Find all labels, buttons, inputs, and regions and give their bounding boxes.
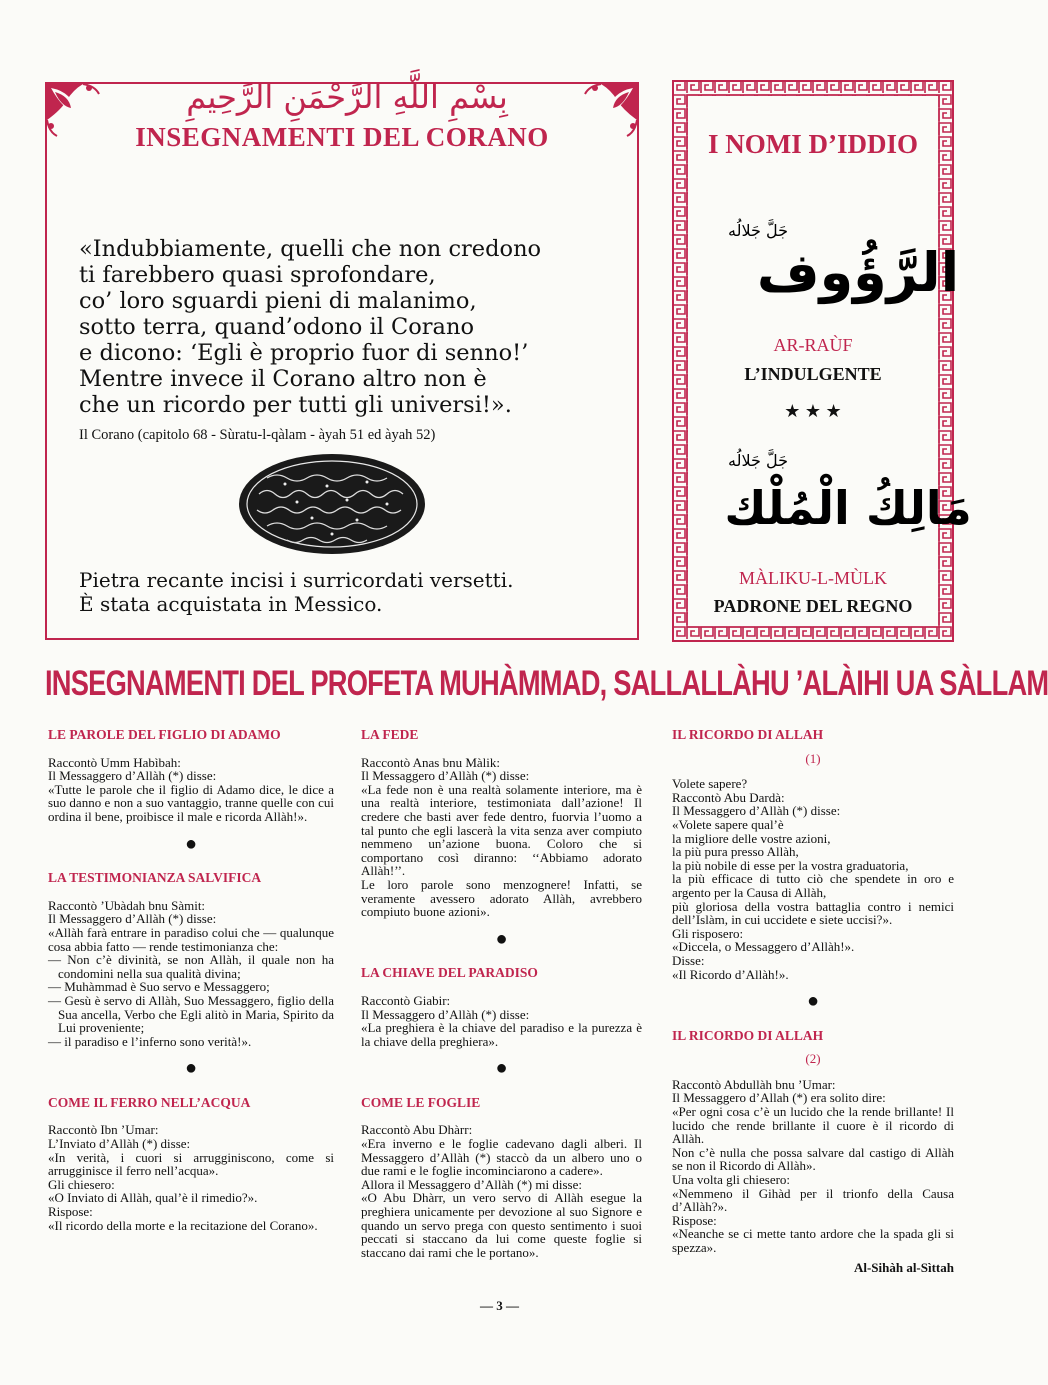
text-line: la più efficace di tutto ciò che spendete in oro e argento per la Causa di Allàh,	[672, 871, 954, 900]
names-title: I NOMI D’IDDIO	[707, 129, 918, 159]
hadith-text: «La preghiera è la chiave del paradiso e la purezza è la chiave della preghiera».	[361, 1020, 642, 1049]
text-line: Non c’è nulla che possa salvare dal castigo di Allàh se non il Ricordo di Allàh».	[672, 1144, 954, 1174]
section-heading: LA TESTIMONIANZA SALVIFICA	[48, 870, 262, 886]
basmala: بِسْمِ اللَّهِ الرَّحْمَنِ الرَّحِيمِ	[186, 78, 508, 116]
column-3	[672, 728, 954, 1274]
name1-transliteration: AR-RAÙF	[773, 335, 853, 355]
verse-line: sotto terra, quand’odono il Corano	[79, 314, 475, 340]
hadith-text: «O Abu Dhàrr, un vero servo di Allàh esegue la preghiera unicamente per devozione al suo Signore e quando un servo prega con questo sentimento i suoi peccati si staccano da lui come queste foglie si staccano dai rami che le portano».	[361, 1190, 642, 1260]
quran-verse	[79, 236, 619, 418]
text-line: «Neanche se ci mette tanto ardore che la spada gli si spezza».	[672, 1226, 954, 1255]
text-line: «Il Ricordo d’Allàh!».	[672, 966, 789, 982]
stone-caption	[79, 568, 513, 616]
hadith-text: «Era inverno e le foglie cadevano dagli alberi. Il Messaggero d’Allàh (*) staccò da un albero uno o due rami e le foglie incominciarono a cadere».	[361, 1136, 642, 1179]
section-heading: LA FEDE	[361, 727, 419, 742]
narrator-line: Raccontò Umm Habìbah:	[48, 754, 181, 770]
text-line: Gli risposero:	[672, 925, 744, 941]
bullet-separator: ●	[184, 832, 198, 855]
narrator-line: Raccontò Abdullàh bnu ’Umar:	[672, 1076, 836, 1092]
text-line: Il Messaggero d’Allah (*) era solito dire:	[672, 1090, 886, 1106]
hadith-section-title: INSEGNAMENTI DEL PROFETA MUHÀMMAD, SALLALLÀHU ’ALÀIHI UA SÀLLAM	[45, 664, 1048, 703]
narrator-line: Raccontò Anas bnu Màlik:	[361, 754, 501, 770]
narrator-line: Raccontò Ibn ’Umar:	[48, 1122, 159, 1138]
section-heading: COME IL FERRO NELL’ACQUA	[48, 1094, 251, 1110]
bullet-separator: ●	[495, 1057, 508, 1080]
text-line: «Il ricordo della morte e la recitazione del Corano».	[48, 1217, 318, 1233]
verse-line: e dicono: ‘Egli è proprio fuor di senno!’	[79, 340, 529, 366]
narrator-line: Raccontò Abu Dardà:	[672, 789, 785, 805]
section-number: (1)	[805, 750, 821, 766]
column-2	[361, 728, 642, 1259]
page-number: — 3 —	[480, 1298, 519, 1313]
section-number: (2)	[805, 1051, 821, 1067]
names-of-god-box	[672, 80, 972, 642]
bullet-separator: ●	[184, 1057, 198, 1080]
text-line: «Per ogni cosa c’è un lucido che la rende brillante! Il lucido che rende brillante il cuore è il ricordo di Allàh.	[672, 1104, 954, 1147]
text-line: Gli chiesero:	[48, 1176, 115, 1192]
text-line: Disse:	[672, 952, 705, 968]
names-panel	[688, 96, 972, 626]
text-line: Una volta gli chiesero:	[672, 1172, 791, 1188]
bullet-separator: ●	[806, 990, 820, 1013]
text-line: Rispose:	[48, 1204, 93, 1220]
calligraphy-ar-rauf	[718, 206, 960, 316]
verse-reference: Il Corano (capitolo 68 - Sùratu-l-qàlam - àyah 51 ed àyah 52)	[79, 427, 436, 443]
text-line: Il Messaggero d’Allàh (*) disse:	[361, 1006, 530, 1022]
name2-meaning: PADRONE DEL REGNO	[713, 596, 913, 616]
text-line: la migliore delle vostre azioni,	[672, 830, 831, 846]
hadith-text: «In verità, i cuori si arrugginiscono, come si arrugginisce il ferro nell’acqua».	[48, 1149, 334, 1179]
section-heading: LA CHIAVE DEL PARADISO	[361, 965, 538, 981]
hadith-list-item: — il paradiso e l’inferno sono verità!».	[48, 1033, 252, 1049]
verse-line: ti farebbero quasi sprofondare,	[79, 262, 436, 288]
caption-line: Pietra recante incisi i surricordati versetti.	[79, 568, 514, 592]
column-1	[48, 728, 334, 1232]
hadith-text: Le loro parole sono menzognere! Infatti, se veramente avessero adorato Allàh, avrebbero compiuto buone azioni».	[361, 876, 642, 920]
text-line: Il Messaggero d’Allàh (*) disse:	[48, 768, 217, 784]
bullet-separator: ●	[495, 927, 508, 950]
narrator-line: Raccontò ’Ubàdah bnu Sàmit:	[48, 897, 206, 913]
name2-transliteration: MÀLIKU-L-MÙLK	[739, 568, 887, 588]
text-line: Allora il Messaggero d’Allàh (*) mi disse:	[361, 1176, 582, 1192]
text-line: Il Messaggero d’Allàh (*) disse:	[48, 911, 217, 927]
hadith-list-item: — Gesù è servo di Allàh, Suo Messaggero, figlio della Sua ancella, Verbo che Egli alitò in Maria, Spirito da Lui proveniente;	[48, 992, 334, 1036]
quran-teachings-box	[45, 78, 639, 640]
star-separator: ★ ★ ★	[784, 401, 842, 421]
quran-section-title: INSEGNAMENTI DEL CORANO	[135, 122, 549, 152]
verse-line: Mentre invece il Corano altro non è	[79, 366, 487, 392]
source-attribution: Al-Sihàh al-Sìttah	[853, 1259, 954, 1275]
text-line: «Volete sapere qual’è	[672, 816, 784, 832]
verse-line: co’ loro sguardi pieni di malanimo,	[79, 288, 477, 314]
hadith-list-item: — Muhàmmad è Suo servo e Messaggero;	[48, 979, 270, 995]
jalla-jalaluh-2: جَلَّ جَلالُه	[728, 451, 788, 470]
hadith-text: «Tutte le parole che il figlio di Adamo dice, le dice a suo danno e non a suo vantaggio, tranne quelle con cui ordina il bene, proibisce il male e ricorda Allàh!».	[48, 781, 334, 824]
hadith-text: «Allàh farà entrare in paradiso colui che — qualunque cosa abbia fatto — rende testimonianza che:	[48, 924, 334, 954]
text-line: L’Inviato d’Allàh (*) disse:	[48, 1136, 191, 1152]
text-line: Volete sapere?	[672, 776, 748, 792]
jalla-jalaluh-1: جَلَّ جَلالُه	[728, 221, 788, 240]
hadith-list-item: — Non c’è divinità, se non Allàh, il quale non ha condomini nella sua qualità divina;	[48, 952, 334, 981]
section-heading: COME LE FOGLIE	[361, 1094, 481, 1110]
section-heading: LE PAROLE DEL FIGLIO DI ADAMO	[48, 727, 281, 742]
maliku-l-mulk-arabic: مَالِكُ الْمُلْك	[724, 481, 972, 535]
ar-rauf-arabic: الرَّؤُوف	[756, 241, 960, 304]
text-line: Rispose:	[672, 1212, 717, 1228]
calligraphy-maliku-l-mulk	[718, 436, 972, 556]
name1-meaning: L’INDULGENTE	[744, 364, 882, 384]
text-line: la più nobile di esse per la vostra graduatoria,	[672, 857, 909, 873]
text-line: «O Inviato di Allàh, qual’è il rimedio?».	[48, 1190, 258, 1206]
text-line: la più pura presso Allàh,	[672, 844, 799, 860]
text-line: Il Messaggero d’Allàh (*) disse:	[672, 803, 841, 819]
text-line: più gloriosa della vostra battaglia contro i nemici dell’Islàm, in cui uccidete e siete uccisi?».	[672, 898, 954, 928]
text-line: «Diccela, o Messaggero d’Allàh!».	[672, 939, 855, 955]
hadith-text: «La fede non è una realtà solamente interiore, ma è una realtà interiore, testimoniata dall’azione! Il credere che basti aver fede dentro, fuorvia l’uomo a tal punto che egli lascerà la vita senza aver compiuto nemmeno un’azione buona. Coloro che si comportano così diranno: ‘‘Abbiamo adorato Allàh!’’.	[361, 781, 642, 879]
text-line: «Nemmeno il Gihàd per il trionfo della Causa d’Allàh?».	[672, 1185, 954, 1215]
section-heading: IL RICORDO DI ALLAH	[672, 727, 824, 742]
verse-line: che un ricordo per tutti gli universi!».	[79, 392, 512, 418]
verse-line: «Indubbiamente, quelli che non credono	[79, 236, 542, 262]
narrator-line: Raccontò Abu Dhàrr:	[361, 1122, 473, 1138]
caption-line: È stata acquistata in Messico.	[79, 592, 383, 616]
text-line: Il Messaggero d’Allàh (*) disse:	[361, 768, 530, 784]
section-heading: IL RICORDO DI ALLAH	[672, 1027, 824, 1043]
narrator-line: Raccontò Giabir:	[361, 992, 451, 1008]
engraved-stone-image	[237, 452, 427, 557]
